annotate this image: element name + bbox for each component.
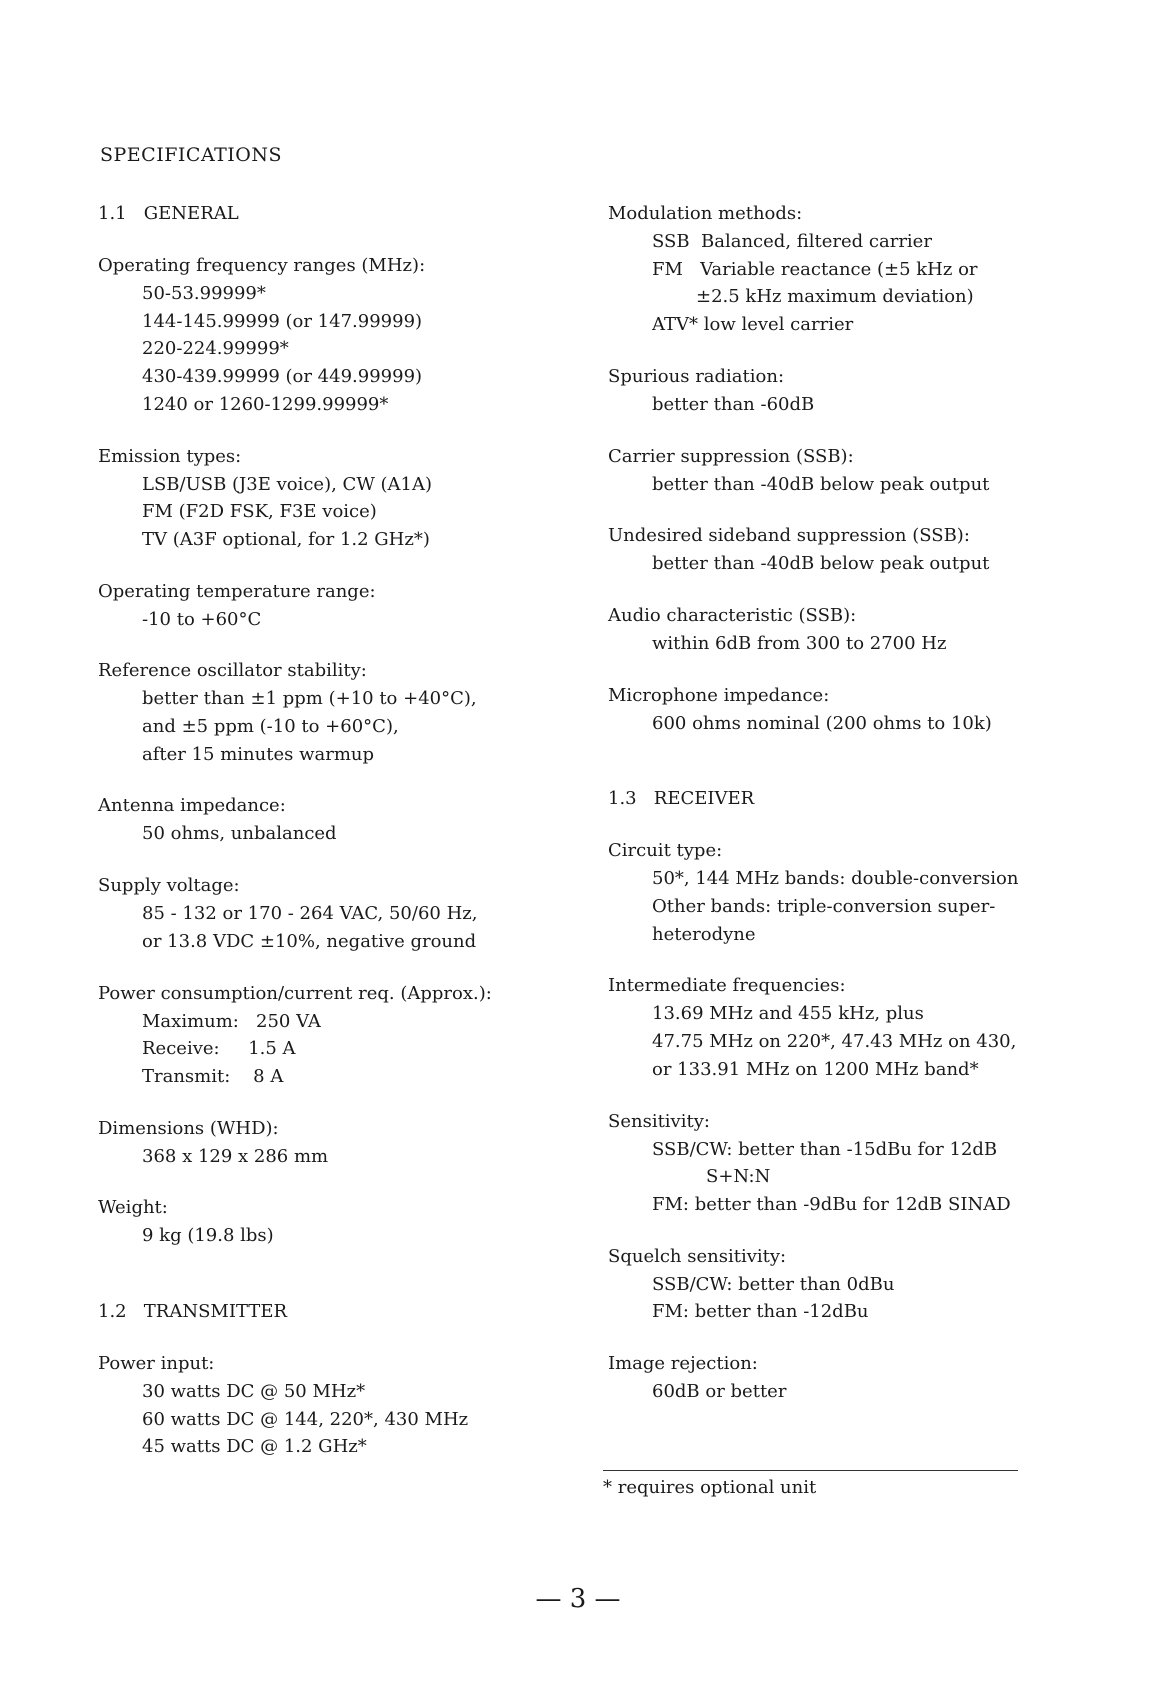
spec-value: FM: better than -9dBu for 12dB SINAD bbox=[652, 1193, 1011, 1215]
page-number: — 3 — bbox=[535, 1584, 621, 1614]
spec-value: within 6dB from 300 to 2700 Hz bbox=[652, 632, 947, 654]
spec-spurious-radiation bbox=[608, 363, 1078, 419]
spec-supply-voltage bbox=[98, 872, 568, 955]
spec-label: Power consumption/current req. (Approx.): bbox=[98, 982, 492, 1004]
spec-label: Reference oscillator stability: bbox=[98, 660, 367, 682]
spec-label: Operating frequency ranges (MHz): bbox=[98, 255, 426, 276]
spec-label: Dimensions (WHD): bbox=[98, 1117, 279, 1139]
spec-value: 60 watts DC @ 144, 220*, 430 MHz bbox=[142, 1408, 469, 1430]
spec-value: Transmit: 8 A bbox=[142, 1065, 284, 1087]
spec-value: ATV* low level carrier bbox=[652, 314, 854, 336]
spec-label: Sensitivity: bbox=[608, 1110, 710, 1132]
page-title: SPECIFICATIONS bbox=[100, 144, 283, 166]
spec-squelch-sensitivity bbox=[608, 1243, 1078, 1326]
right-column bbox=[608, 200, 1078, 1406]
spec-label: Antenna impedance: bbox=[98, 795, 286, 817]
spec-label: Image rejection: bbox=[608, 1353, 758, 1375]
spec-label: Microphone impedance: bbox=[608, 684, 830, 706]
spec-label: Squelch sensitivity: bbox=[608, 1245, 787, 1267]
spec-value: 220-224.99999* bbox=[142, 338, 289, 360]
spec-operating-frequency bbox=[98, 252, 568, 419]
footnote: * requires optional unit bbox=[603, 1477, 817, 1498]
spec-image-rejection bbox=[608, 1350, 1078, 1406]
spec-value: 60dB or better bbox=[652, 1381, 787, 1403]
spec-carrier-suppression bbox=[608, 443, 1078, 499]
footnote-divider bbox=[603, 1470, 1018, 1471]
spec-value: SSB/CW: better than -15dBu for 12dB bbox=[652, 1138, 998, 1160]
spec-label: Circuit type: bbox=[608, 840, 723, 862]
spec-value: 13.69 MHz and 455 kHz, plus bbox=[652, 1003, 924, 1025]
spec-label: Power input: bbox=[98, 1353, 215, 1375]
spec-value: 85 - 132 or 170 - 264 VAC, 50/60 Hz, bbox=[142, 903, 478, 925]
section-heading-transmitter: 1.2 TRANSMITTER bbox=[98, 1301, 288, 1323]
spec-label: Intermediate frequencies: bbox=[608, 975, 846, 997]
spec-audio-characteristic bbox=[608, 602, 1078, 658]
section-heading-receiver: 1.3 RECEIVER bbox=[608, 788, 755, 810]
spec-label: Supply voltage: bbox=[98, 875, 240, 897]
spec-label: Spurious radiation: bbox=[608, 365, 785, 387]
spec-modulation-methods bbox=[608, 200, 1078, 339]
spec-microphone-impedance bbox=[608, 682, 1078, 738]
spec-value: S+N:N bbox=[706, 1166, 771, 1188]
spec-value: heterodyne bbox=[652, 923, 756, 945]
spec-label: Audio characteristic (SSB): bbox=[608, 604, 857, 626]
spec-value: better than -60dB bbox=[652, 393, 815, 415]
spec-intermediate-frequencies bbox=[608, 972, 1078, 1083]
spec-value: 45 watts DC @ 1.2 GHz* bbox=[142, 1436, 367, 1458]
spec-label: Undesired sideband suppression (SSB): bbox=[608, 525, 970, 547]
spec-value: 600 ohms nominal (200 ohms to 10k) bbox=[652, 712, 992, 734]
spec-value: ±2.5 kHz maximum deviation) bbox=[696, 286, 974, 308]
spec-value: SSB Balanced, filtered carrier bbox=[652, 231, 932, 252]
spec-reference-oscillator bbox=[98, 657, 568, 768]
spec-power-input bbox=[98, 1350, 568, 1461]
spec-value: 430-439.99999 (or 449.99999) bbox=[142, 366, 423, 388]
spec-value: 47.75 MHz on 220*, 47.43 MHz on 430, bbox=[652, 1031, 1017, 1053]
spec-value: and ±5 ppm (-10 to +60°C), bbox=[142, 716, 399, 738]
spec-circuit-type bbox=[608, 837, 1078, 948]
spec-value: 9 kg (19.8 lbs) bbox=[142, 1225, 274, 1247]
spec-value: LSB/USB (J3E voice), CW (A1A) bbox=[142, 473, 433, 495]
spec-emission-types bbox=[98, 443, 568, 554]
spec-value: Maximum: 250 VA bbox=[142, 1010, 321, 1032]
spec-label: Modulation methods: bbox=[608, 203, 803, 224]
spec-value: Receive: 1.5 A bbox=[142, 1038, 296, 1060]
spec-value: Other bands: triple-conversion super- bbox=[652, 896, 996, 918]
spec-value: better than -40dB below peak output bbox=[652, 553, 990, 575]
spec-sideband-suppression bbox=[608, 522, 1078, 578]
spec-value: 50-53.99999* bbox=[142, 283, 266, 304]
spec-label: Emission types: bbox=[98, 445, 242, 467]
left-column bbox=[98, 200, 568, 1461]
spec-antenna-impedance bbox=[98, 792, 568, 848]
spec-label: Weight: bbox=[98, 1197, 168, 1219]
spec-label: Operating temperature range: bbox=[98, 580, 376, 602]
spec-value: better than -40dB below peak output bbox=[652, 473, 990, 495]
spec-weight bbox=[98, 1194, 568, 1250]
spec-value: or 13.8 VDC ±10%, negative ground bbox=[142, 930, 477, 952]
spec-value: 144-145.99999 (or 147.99999) bbox=[142, 310, 423, 332]
spec-value: better than ±1 ppm (+10 to +40°C), bbox=[142, 688, 477, 710]
spec-value: after 15 minutes warmup bbox=[142, 743, 375, 765]
spec-value: 1240 or 1260-1299.99999* bbox=[142, 393, 389, 415]
spec-power-consumption bbox=[98, 980, 568, 1091]
section-heading-general: 1.1 GENERAL bbox=[98, 203, 239, 224]
spec-value: FM Variable reactance (±5 kHz or bbox=[652, 258, 978, 280]
spec-value: 30 watts DC @ 50 MHz* bbox=[142, 1381, 366, 1403]
spec-value: or 133.91 MHz on 1200 MHz band* bbox=[652, 1058, 979, 1080]
spec-sensitivity bbox=[608, 1108, 1078, 1219]
spec-label: Carrier suppression (SSB): bbox=[608, 445, 854, 467]
spec-value: SSB/CW: better than 0dBu bbox=[652, 1273, 895, 1295]
spec-value: -10 to +60°C bbox=[142, 608, 262, 630]
spec-temperature bbox=[98, 578, 568, 634]
spec-value: FM (F2D FSK, F3E voice) bbox=[142, 501, 377, 523]
spec-value: 368 x 129 x 286 mm bbox=[142, 1145, 329, 1167]
spec-value: FM: better than -12dBu bbox=[652, 1301, 869, 1323]
spec-dimensions bbox=[98, 1115, 568, 1171]
spec-value: 50*, 144 MHz bands: double-conversion bbox=[652, 868, 1019, 890]
spec-value: 50 ohms, unbalanced bbox=[142, 823, 337, 845]
spec-value: TV (A3F optional, for 1.2 GHz*) bbox=[142, 528, 430, 550]
